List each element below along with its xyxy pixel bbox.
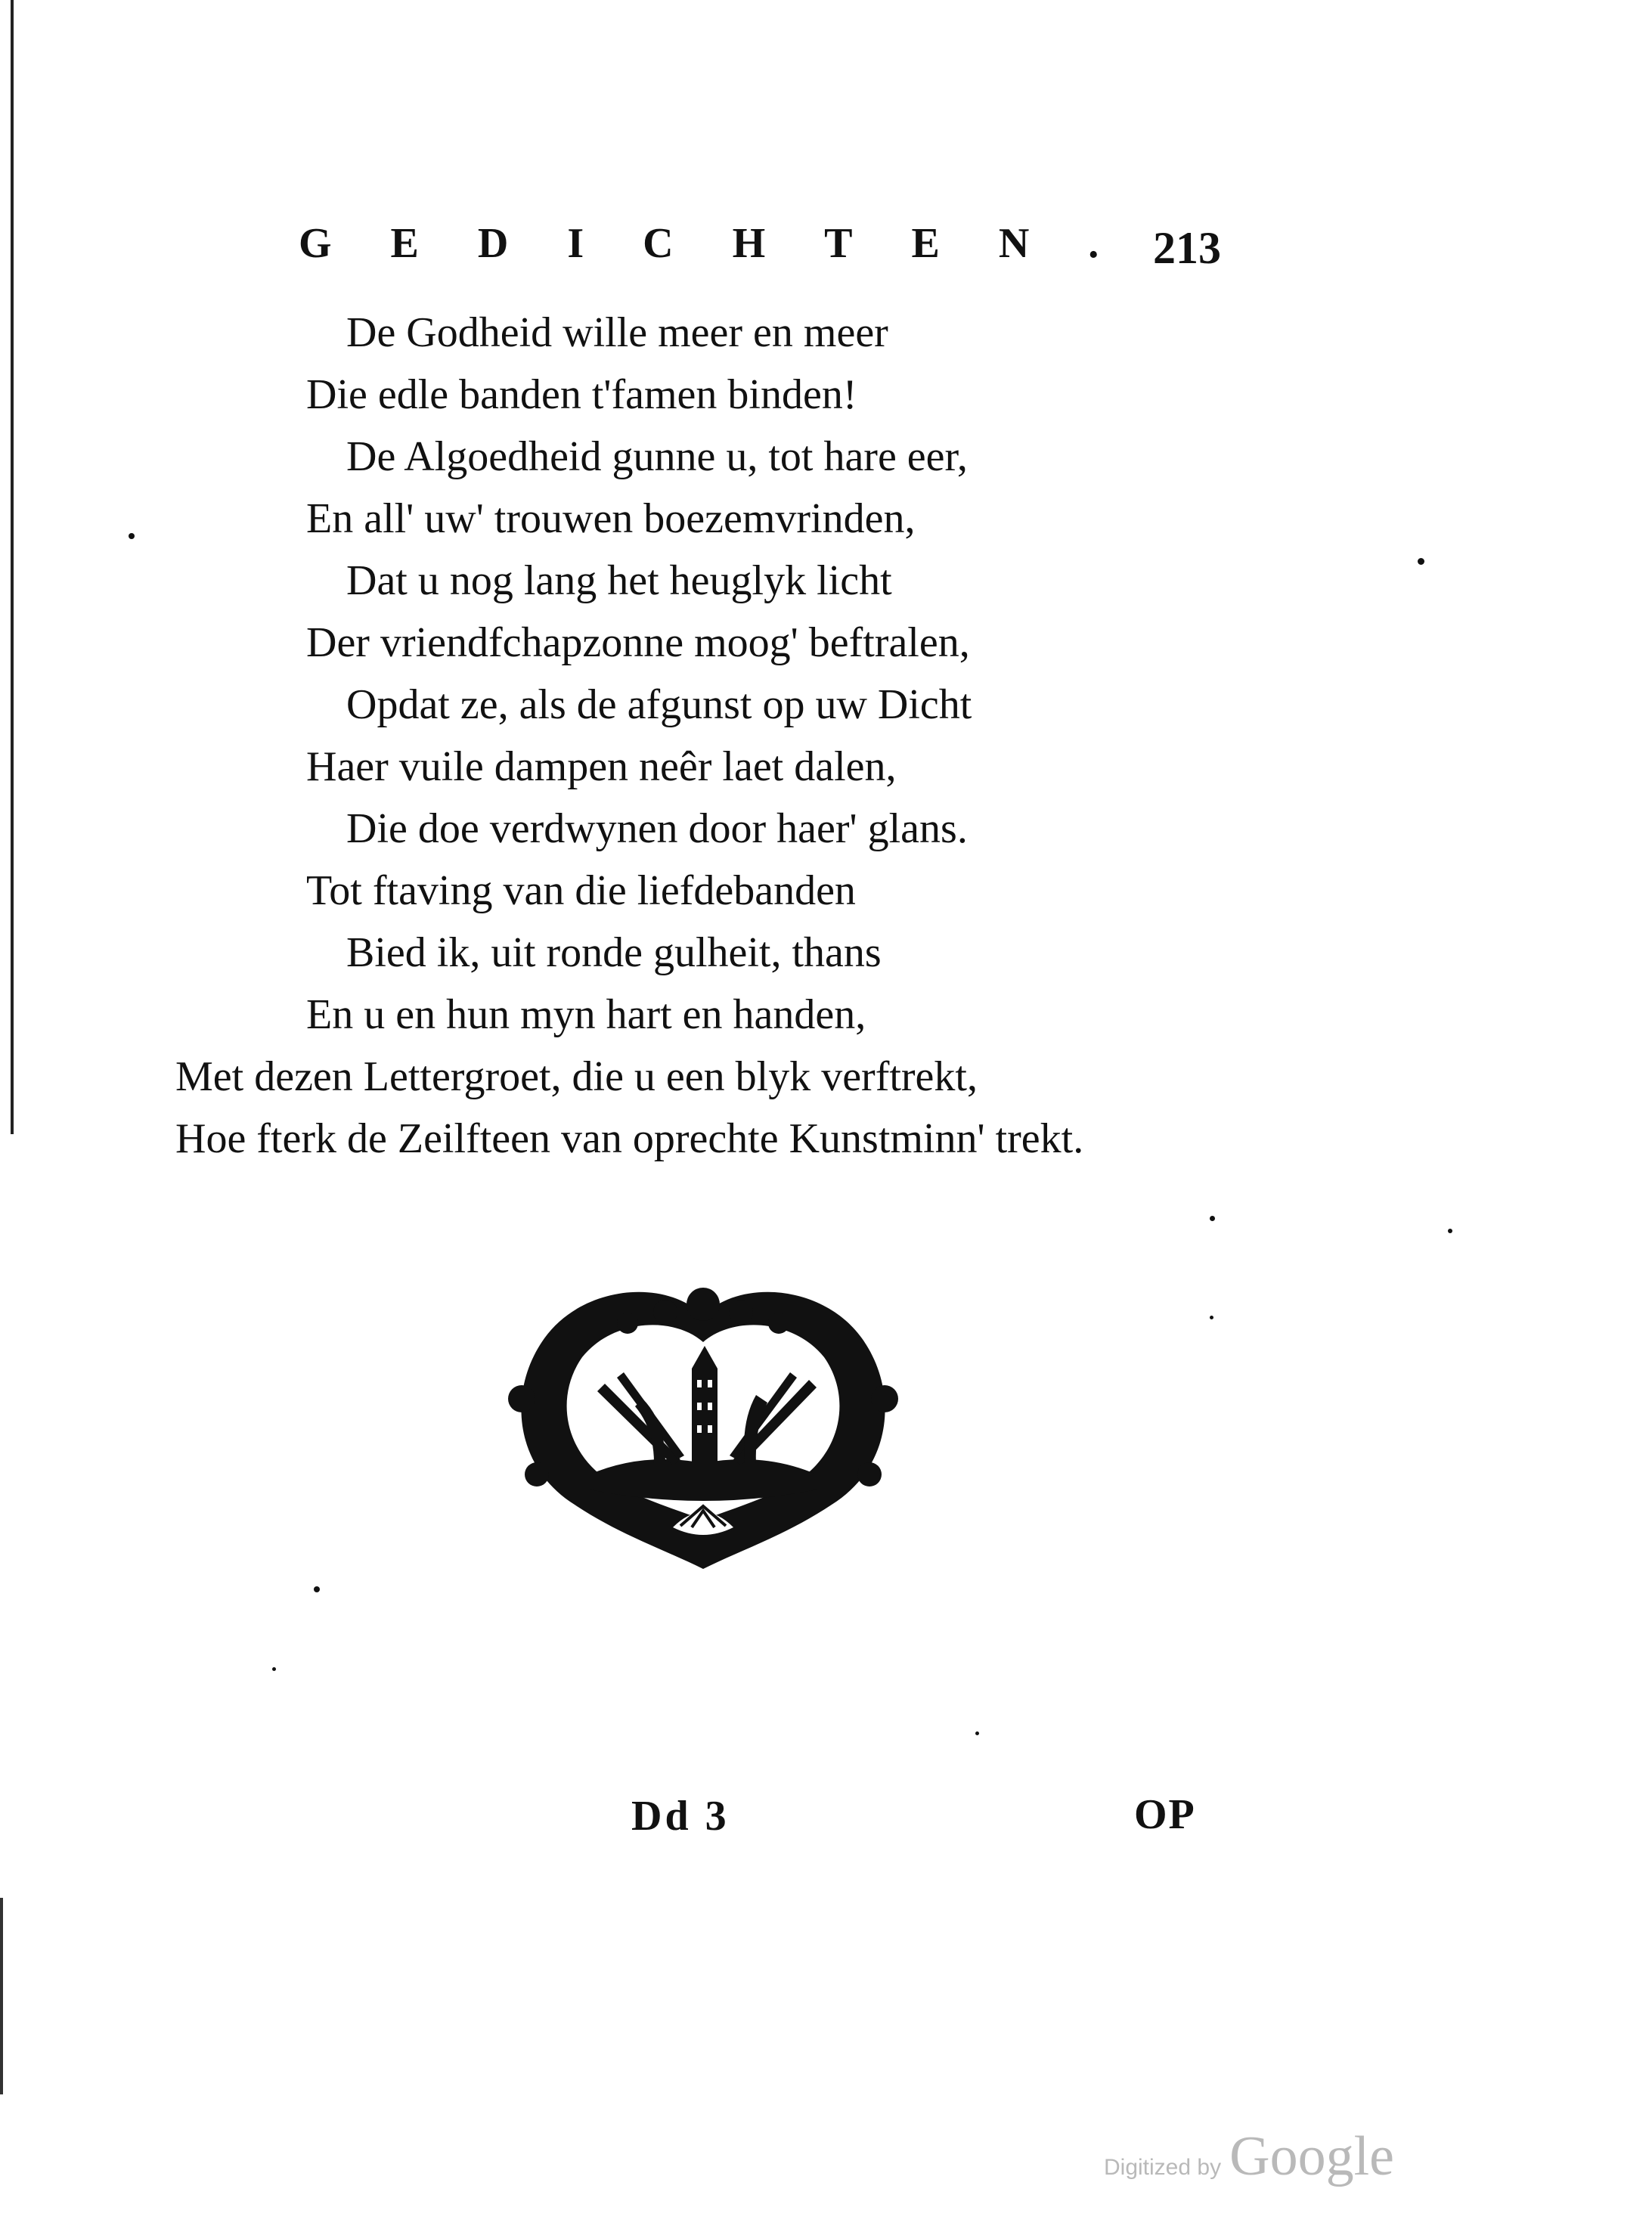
poem-line: Die edle banden t'famen binden!	[306, 371, 857, 418]
vignette-ornament-icon	[491, 1270, 915, 1573]
page-number: 213	[1153, 223, 1221, 273]
signature-mark: Dd 3	[631, 1793, 730, 1840]
running-header	[299, 219, 1244, 280]
catchword: OP	[1134, 1791, 1196, 1838]
watermark-prefix: Digitized by	[1104, 2155, 1222, 2180]
digitized-by-google-watermark	[1104, 2125, 1394, 2189]
poem-line: De Algoedheid gunne u, tot hare eer,	[346, 433, 968, 480]
poem-line: Haer vuile dampen neêr laet dalen,	[306, 743, 897, 790]
poem-line: Bied ik, uit ronde gulheit, thans	[346, 929, 882, 976]
ink-speck	[314, 1586, 320, 1592]
poem-line: En u en hun myn hart en handen,	[306, 991, 866, 1038]
poem-line: Met dezen Lettergroet, die u een blyk verftrekt,	[175, 1053, 978, 1100]
poem-line: Die doe verdwynen door haer' glans.	[346, 805, 968, 852]
ink-speck	[272, 1667, 276, 1671]
ink-speck	[129, 533, 135, 539]
page-edge-shadow-lower	[0, 1898, 3, 2094]
poem-line: Dat u nog lang het heuglyk licht	[346, 557, 892, 604]
poem-line: Tot ftaving van die liefdebanden	[306, 867, 856, 914]
poem-line: En all' uw' trouwen boezemvrinden,	[306, 495, 916, 542]
poem-line: De Godheid wille meer en meer	[346, 309, 888, 356]
ink-speck	[1210, 1316, 1213, 1319]
poem-line: Opdat ze, als de afgunst op uw Dicht	[346, 681, 972, 728]
ink-speck	[1448, 1229, 1452, 1233]
ink-speck	[975, 1731, 979, 1735]
poem-line: Der vriendfchapzonne moog' beftralen,	[306, 619, 970, 666]
poem-line: Hoe fterk de Zeilfteen van oprechte Kunstminn' trekt.	[175, 1115, 1084, 1162]
running-title: GEDICHTEN.	[299, 220, 1158, 267]
page-edge-shadow	[11, 0, 14, 1134]
ink-speck	[1418, 558, 1424, 565]
ink-speck	[1210, 1216, 1215, 1221]
watermark-brand: Google	[1229, 2125, 1395, 2187]
